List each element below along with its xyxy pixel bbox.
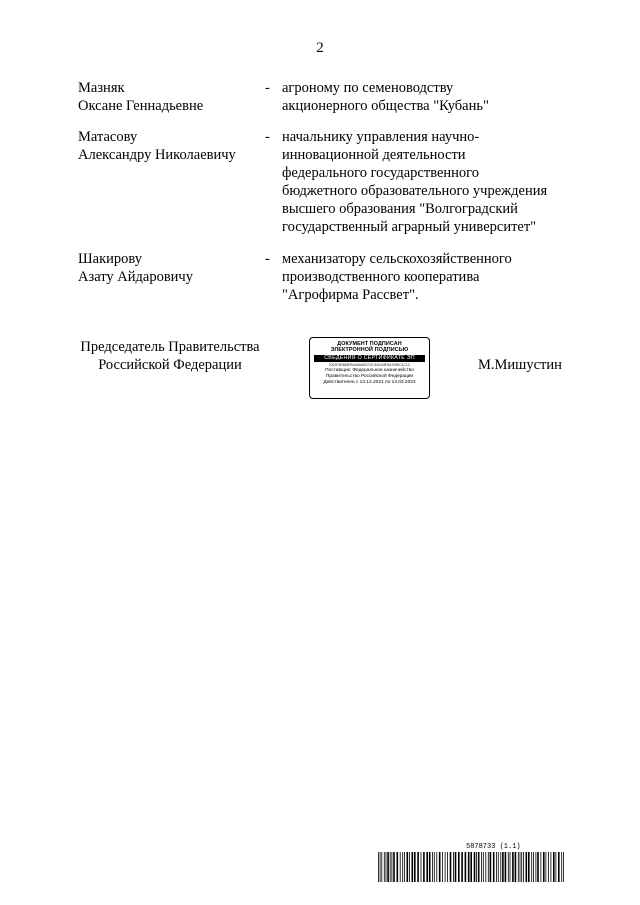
barcode-number: 5878733 (1.1): [466, 843, 521, 851]
recipient-name-line: Оксане Геннадьевне: [78, 98, 204, 114]
recipient-position-line: акционерного общества "Кубань": [282, 98, 489, 114]
recipient-position-line: "Агрофирма Рассвет".: [282, 287, 419, 303]
stamp-validity: Действителен с 13.12.2021 по 13.03.2023: [323, 379, 416, 385]
entry-dash: -: [265, 129, 270, 145]
recipient-name-line: Азату Айдаровичу: [78, 269, 193, 285]
signatory-title: [70, 338, 270, 374]
signatory-title-line: Председатель Правительства: [80, 339, 260, 355]
stamp-certificate-bar: СВЕДЕНИЯ О СЕРТИФИКАТЕ ЭП: [314, 355, 425, 362]
recipient-position-line: инновационной деятельности: [282, 147, 466, 163]
stamp-owner: Правительство Российской Федерации: [325, 373, 414, 379]
entry-dash: -: [265, 80, 270, 96]
recipient-position: [282, 250, 582, 304]
recipient-name-line: Александру Николаевичу: [78, 147, 236, 163]
stamp-issuer: Поставщик: Федеральное казначейство: [325, 367, 414, 373]
recipient-position: [282, 79, 582, 115]
recipient-position-line: начальнику управления научно-: [282, 129, 480, 145]
recipient-name: [78, 128, 263, 164]
recipient-name-line: Мазняк: [78, 80, 125, 96]
recipient-position-line: механизатору сельскохозяйственного: [282, 251, 512, 267]
stamp-serial-number: 2022F3E868FBA0A6AED7DCE6CA5F6A7089C1C1C: [328, 362, 411, 367]
recipient-position: [282, 128, 582, 236]
recipient-position-line: федерального государственного: [282, 165, 480, 181]
signatory-title-line: Российской Федерации: [98, 357, 242, 373]
recipient-position-line: государственный аграрный университет": [282, 219, 537, 235]
signer-name: М.Мишустин: [478, 357, 562, 373]
recipient-position-line: высшего образования "Волгоградский: [282, 201, 518, 217]
recipient-name-line: Шакирову: [78, 251, 142, 267]
stamp-title-line: ДОКУМЕНТ ПОДПИСАН: [337, 341, 402, 347]
page-number: 2: [316, 40, 324, 56]
recipient-position-line: агроному по семеноводству: [282, 80, 454, 96]
barcode-icon: [378, 852, 564, 882]
electronic-signature-stamp: [309, 337, 430, 399]
recipient-name: [78, 250, 263, 286]
entry-dash: -: [265, 251, 270, 267]
recipient-name: [78, 79, 263, 115]
recipient-position-line: производственного кооператива: [282, 269, 480, 285]
stamp-title-line: ЭЛЕКТРОННОЙ ПОДПИСЬЮ: [330, 347, 409, 354]
recipient-name-line: Матасову: [78, 129, 138, 145]
recipient-position-line: бюджетного образовательного учреждения: [282, 183, 548, 199]
